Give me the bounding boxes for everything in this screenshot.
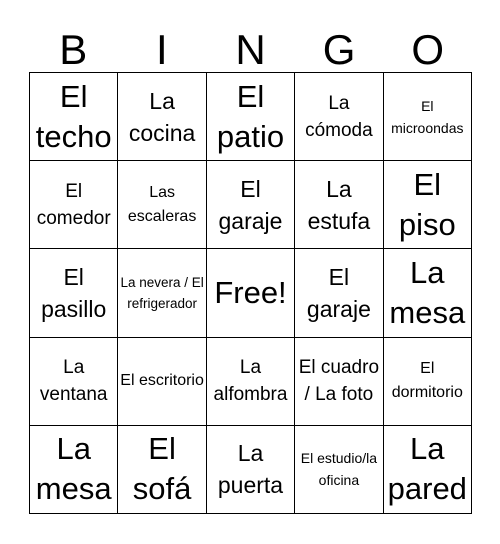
bingo-cell-text: La cómoda xyxy=(305,92,373,141)
bingo-cell[interactable] xyxy=(207,73,295,161)
bingo-cell[interactable] xyxy=(118,338,206,426)
bingo-cell[interactable] xyxy=(118,161,206,249)
bingo-cell-text: El estudio/la oficina xyxy=(300,450,378,489)
bingo-cell[interactable] xyxy=(118,73,206,161)
bingo-cell-text: El comedor xyxy=(36,180,111,229)
bingo-cell-text: El dormitorio xyxy=(391,360,463,402)
bingo-cell[interactable] xyxy=(384,161,472,249)
bingo-cell[interactable] xyxy=(295,338,383,426)
bingo-cell-text: La nevera / El refrigerador xyxy=(120,274,204,311)
bingo-header xyxy=(29,26,472,74)
bingo-cell-text: La puerta xyxy=(217,440,284,499)
bingo-cell-text: La alfombra xyxy=(213,357,288,406)
bingo-cell-text: El cuadro / La foto xyxy=(298,357,380,406)
bingo-cell-text: Las escaleras xyxy=(127,183,197,225)
bingo-cell[interactable] xyxy=(30,73,118,161)
bingo-cell-text: La mesa xyxy=(389,254,466,330)
header-letter-b: B xyxy=(59,26,88,73)
bingo-cell[interactable] xyxy=(384,249,472,337)
bingo-cell[interactable] xyxy=(295,249,383,337)
bingo-cell-text: El microondas xyxy=(391,97,464,136)
bingo-cell[interactable] xyxy=(30,426,118,514)
bingo-cell-text: El garaje xyxy=(306,263,371,322)
bingo-cell[interactable] xyxy=(384,426,472,514)
bingo-cell[interactable] xyxy=(118,249,206,337)
bingo-cell-text: La cocina xyxy=(128,87,196,146)
header-letter-g: G xyxy=(322,26,356,73)
bingo-cell[interactable] xyxy=(295,73,383,161)
bingo-cell-text: El piso xyxy=(398,166,456,242)
bingo-cell[interactable] xyxy=(207,426,295,514)
bingo-cell-text: La pared xyxy=(387,431,467,507)
bingo-cell[interactable] xyxy=(30,338,118,426)
bingo-cell-text: El sofá xyxy=(132,431,192,507)
bingo-cell[interactable] xyxy=(207,161,295,249)
bingo-card-grid xyxy=(29,72,472,514)
bingo-cell-text: El patio xyxy=(216,78,285,154)
bingo-cell-text: La ventana xyxy=(39,357,108,406)
bingo-cell-text: El garaje xyxy=(218,175,283,234)
bingo-cell-text: El escritorio xyxy=(120,372,204,390)
header-letter-o: O xyxy=(411,26,444,73)
bingo-cell-free[interactable] xyxy=(207,249,295,337)
bingo-cell-text: El pasillo xyxy=(41,263,107,322)
bingo-cell-text: El techo xyxy=(35,78,112,154)
free-space-text: Free! xyxy=(214,274,287,310)
header-letter-n: N xyxy=(235,26,266,73)
bingo-cell[interactable] xyxy=(30,249,118,337)
header-letter-i: I xyxy=(156,26,168,73)
bingo-cell-text: La mesa xyxy=(35,431,112,507)
bingo-cell[interactable] xyxy=(207,338,295,426)
bingo-cell[interactable] xyxy=(384,73,472,161)
bingo-cell[interactable] xyxy=(30,161,118,249)
bingo-cell[interactable] xyxy=(295,161,383,249)
bingo-cell-text: La estufa xyxy=(307,175,371,234)
bingo-cell[interactable] xyxy=(118,426,206,514)
bingo-cell[interactable] xyxy=(295,426,383,514)
bingo-cell[interactable] xyxy=(384,338,472,426)
